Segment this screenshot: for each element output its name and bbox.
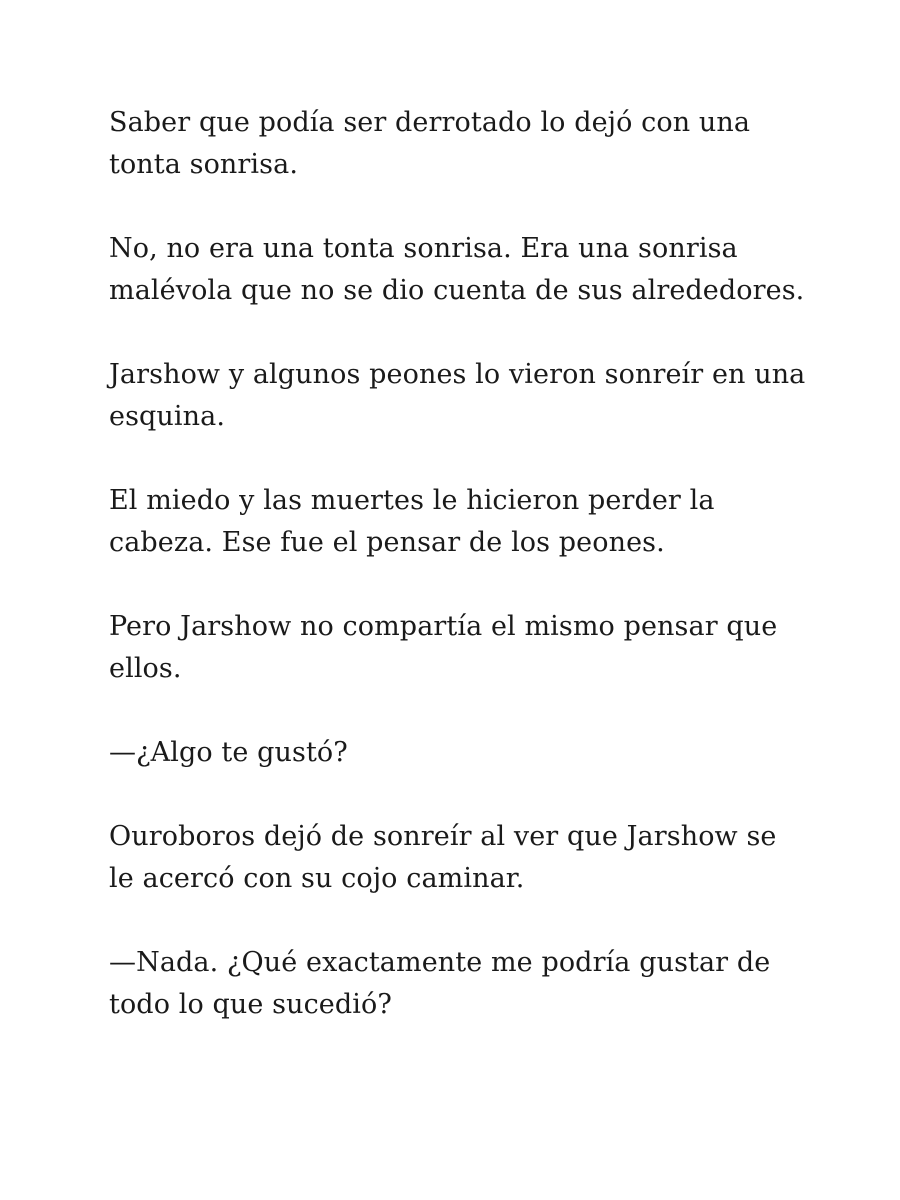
paragraph: —¿Algo te gustó? bbox=[109, 737, 348, 768]
paragraph: Saber que podía ser derrotado lo dejó con una tonta sonrisa. bbox=[109, 107, 751, 180]
paragraph: El miedo y las muertes le hicieron perder la cabeza. Ese fue el pensar de los peones. bbox=[109, 485, 715, 558]
paragraph: Pero Jarshow no compartía el mismo pensar que ellos. bbox=[109, 611, 778, 684]
paragraph: —Nada. ¿Qué exactamente me podría gustar de todo lo que sucedió? bbox=[109, 947, 771, 1020]
story-text bbox=[109, 102, 809, 1068]
paragraph: Jarshow y algunos peones lo vieron sonreír en una esquina. bbox=[109, 359, 806, 432]
paragraph: Ouroboros dejó de sonreír al ver que Jarshow se le acercó con su cojo caminar. bbox=[109, 821, 777, 894]
paragraph: No, no era una tonta sonrisa. Era una sonrisa malévola que no se dio cuenta de sus alrededores. bbox=[109, 233, 805, 306]
